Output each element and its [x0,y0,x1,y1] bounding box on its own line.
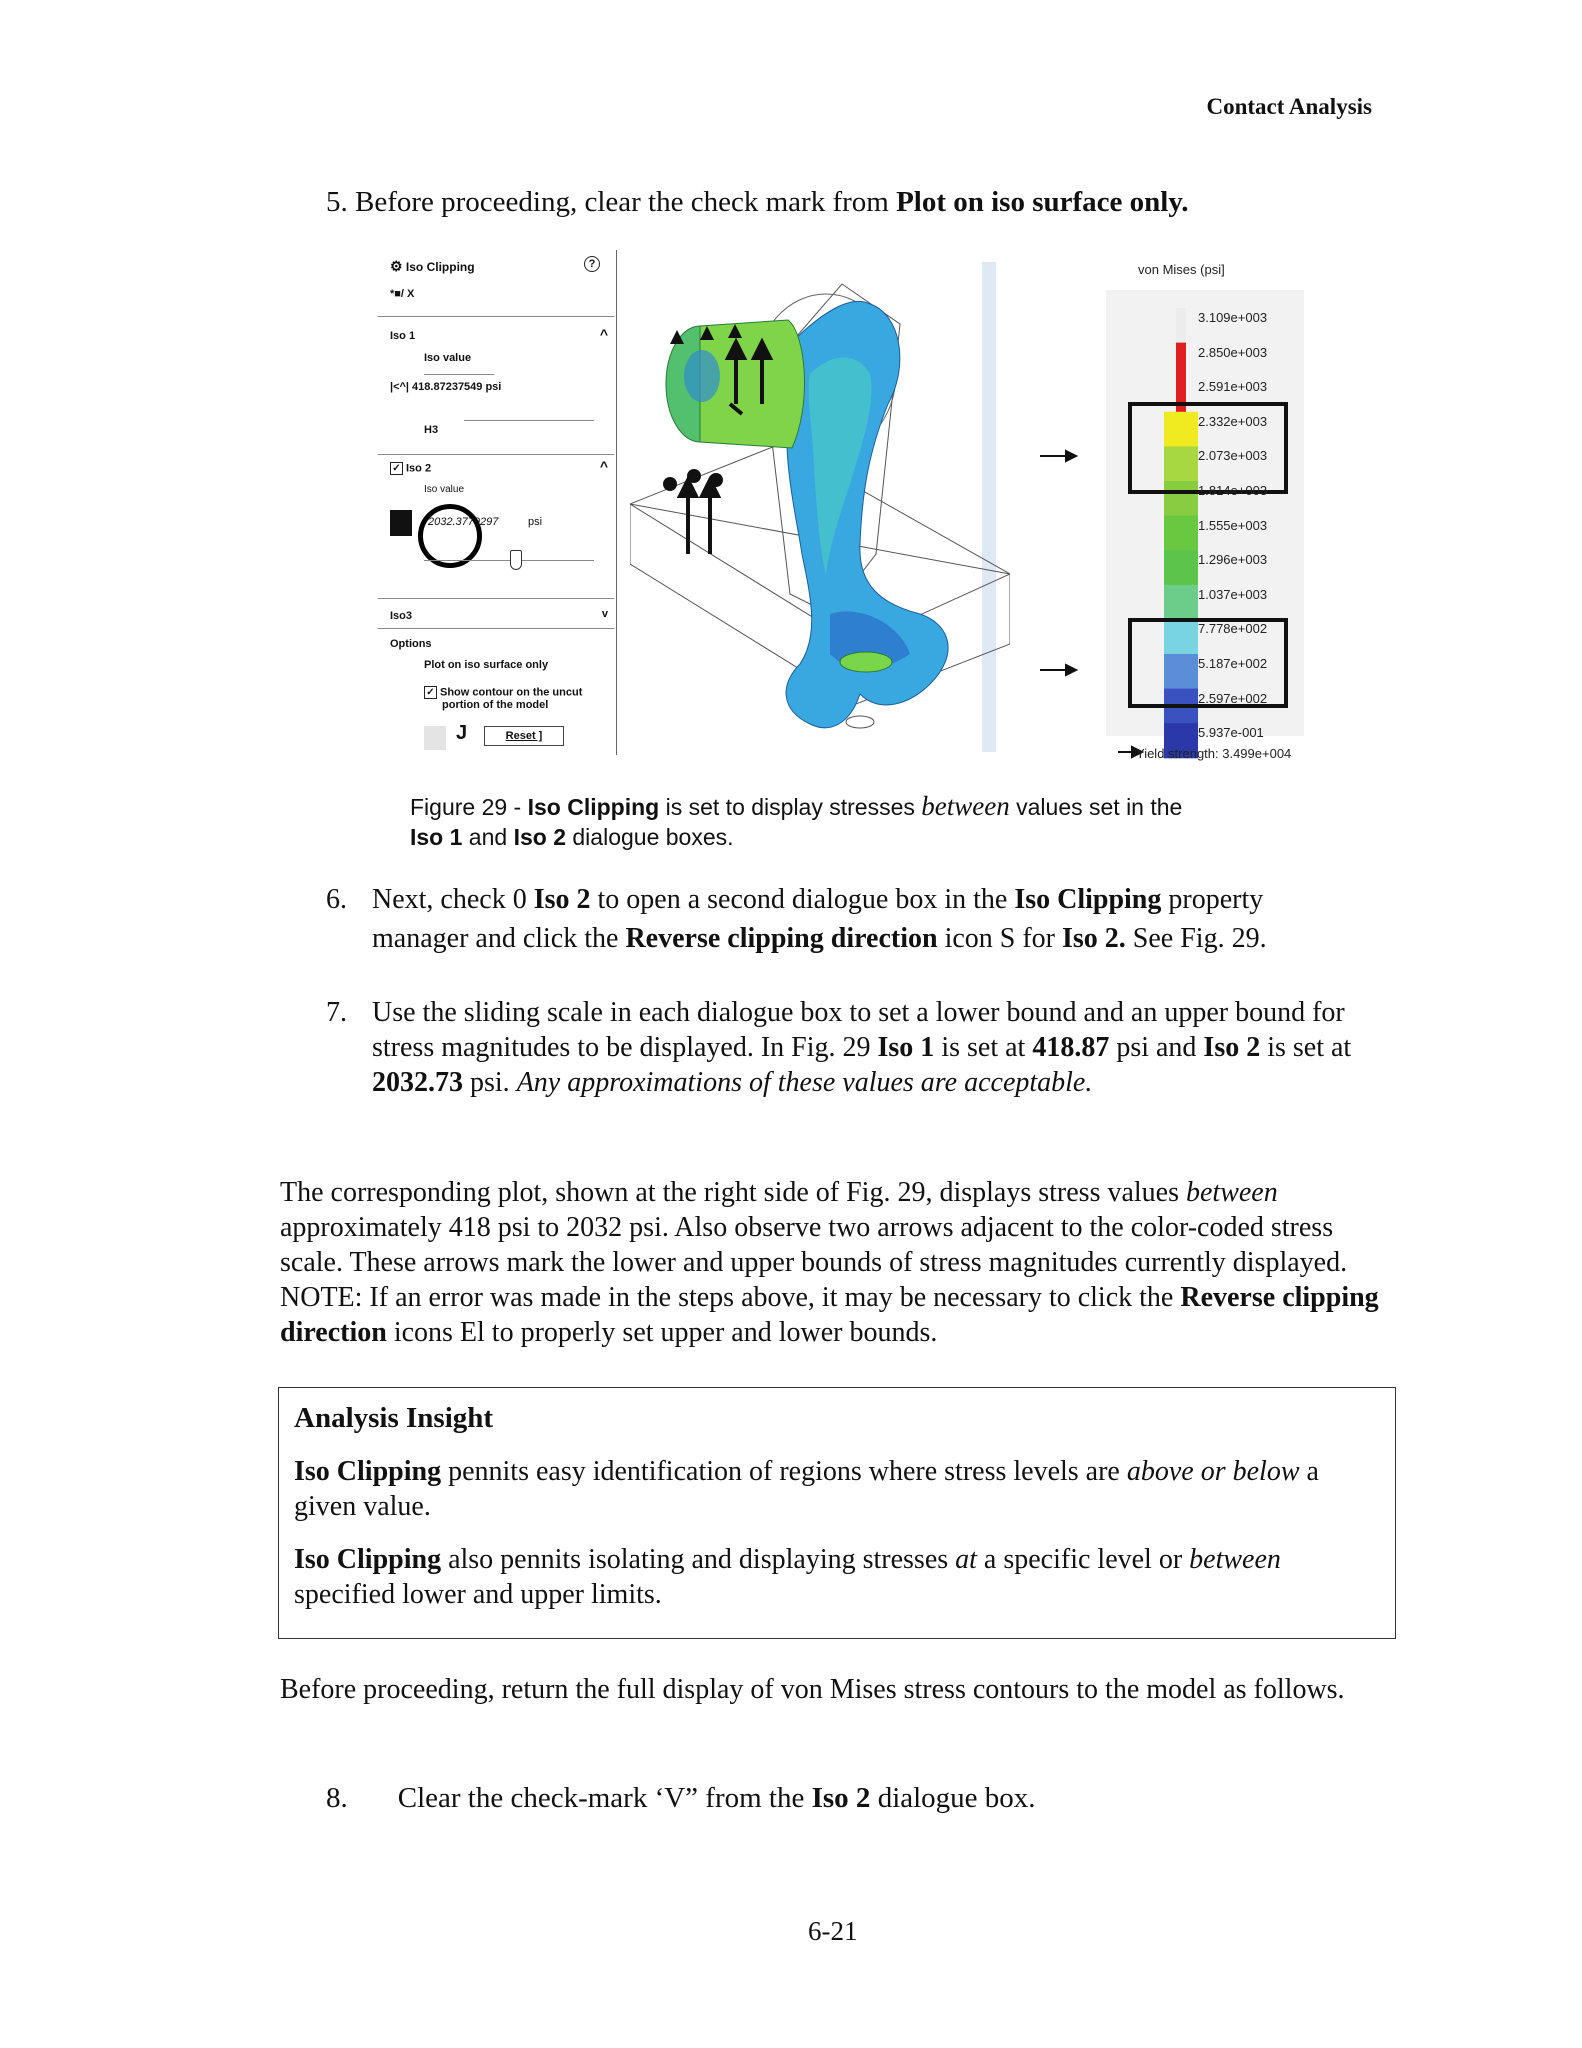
reverse-clipping-icon[interactable] [390,510,412,536]
iso1-value-field[interactable]: |<^| 418.87237549 psi [390,381,502,393]
insight-paragraph-1: Iso Clipping pennits easy identification of regions where stress levels are above or below a given value. [294,1456,1319,1522]
legend-value-label: 2.597e+002 [1198,690,1268,706]
legend-value-label: 1.296e+003 [1198,552,1268,568]
iso2-value-field[interactable]: 2032.3779297 [428,516,499,528]
panel-title: ⚙ Iso Clipping [390,258,475,274]
j-glyph: J [456,722,468,744]
legend-value-label: 3.109e+003 [1198,310,1268,325]
legend-value-label: 7.778e+002 [1198,621,1268,637]
step-7: 7. Use the sliding scale in each dialogue box to set a lower bound and an upper bound for stress magnitudes to be displayed. In Fig. 29 Iso 1 is set at 418.87 psi and Iso 2 is set at 2032.73 psi. Any approximations of these values are acceptable. [326,997,1352,1098]
body-paragraph-1: The corresponding plot, shown at the right side of Fig. 29, displays stress values between approximately 418 psi to 2032 psi. Also observe two arrows adjacent to the color-coded stress scale. These arrows mark the lower and upper bounds of stress magnitudes currently displayed. NOTE: If an error was made in the steps above, it may be necessary to click the Reverse clipping direction icons El to properly set upper and lower bounds. [280,1177,1379,1348]
legend-color-band [1176,308,1186,343]
chevron-down-icon[interactable]: v [601,608,608,620]
insight-paragraph-2: Iso Clipping also pennits isolating and displaying stresses at a specific level or between specified lower and upper limits. [294,1544,1281,1610]
figure-29 [378,248,1358,768]
legend-color-band [1164,446,1198,481]
iso2-sublabel: Iso value [424,484,465,495]
panel-toolbar[interactable]: *■/ X [390,288,415,300]
body-paragraph-2: Before proceeding, return the full display of von Mises stress contours to the model as follows. [280,1674,1345,1705]
step-6: 6. Next, check 0 Iso 2 to open a second dialogue box in the Iso Clipping property manager and click the Reverse clipping direction icon S for Iso 2. See Fig. 29. [326,884,1267,954]
iso2-header[interactable]: ✓ Iso 2 [390,462,431,475]
legend-color-band [1164,619,1198,654]
figure-caption: Figure 29 - Iso Clipping is set to display stresses between values set in the Iso 1 and Iso 2 dialogue boxes. [410,791,1183,850]
legend-value-label: 1.555e+003 [1198,517,1268,533]
reset-icon [424,726,446,750]
reset-button[interactable]: Reset ] [484,726,564,746]
panel-divider [616,250,617,755]
legend-color-band [1176,343,1186,378]
check-icon: ✓ [424,686,437,699]
iso-clipping-panel: ⚙ Iso Clipping ? *■/ X Iso 1 ^ Iso value |<^| 418.87237549 psi H3 ✓ Iso 2 ^ Iso value 2032.3779297 psi Iso3 v Options Plot on iso surface only ✓ Show contour on the uncut portion of the model J Reset ] [378,248,618,758]
show-contour-checkbox[interactable]: ✓ Show contour on the uncut portion of the model [424,686,582,711]
insight-title: Analysis Insight [294,1402,494,1434]
legend-value-label: 2.332e+003 [1198,413,1268,429]
legend-value-label: 5.937e-001 [1198,725,1264,741]
options-header[interactable]: Options [390,638,432,650]
plot-on-iso-only-checkbox[interactable]: Plot on iso surface only [424,659,549,671]
iso1-sublabel: Iso value [424,352,472,364]
running-header: Contact Analysis [1206,94,1372,119]
legend-value-label: 5.187e+002 [1198,656,1268,671]
step-8: 8. Clear the check-mark ‘V” from the Iso 2 dialogue box. [326,1782,1036,1814]
legend-value-label: 1.037e+003 [1198,586,1268,602]
legend-color-band [1164,481,1198,516]
legend-color-band [1164,585,1198,620]
legend-color-band [1164,516,1198,551]
legend-color-band [1164,654,1198,689]
legend-color-band [1176,377,1186,412]
stress-legend [1018,248,1358,768]
model-view [630,254,1010,754]
chevron-up-icon[interactable]: ^ [599,326,608,342]
analysis-insight-box [278,1387,1396,1639]
legend-title: von Mises (psi] [1138,262,1225,277]
legend-value-label: 1.814e+003 [1198,483,1268,498]
iso1-h3: H3 [424,424,439,436]
legend-value-label: 2.850e+003 [1198,344,1268,360]
step-number: 5. [326,186,348,218]
chevron-up-icon[interactable]: ^ [599,458,608,474]
highlight-circle [418,504,482,568]
iso2-checkbox[interactable]: ✓ [390,462,403,475]
legend-graphics [1018,248,1358,768]
legend-color-band [1164,412,1198,447]
iso1-header[interactable]: Iso 1 [390,330,416,342]
page-number: 6-21 [808,1916,858,1946]
legend-color-band [1164,550,1198,585]
help-icon[interactable]: ? [584,256,600,272]
iso2-slider-thumb[interactable] [510,550,522,570]
gear-icon: ⚙ [390,258,403,274]
step-5: 5. Before proceeding, clear the check mark from Plot on iso surface only. [326,186,1189,218]
legend-value-label: 2.591e+003 [1198,379,1268,395]
iso3-header[interactable]: Iso3 [390,610,413,622]
yield-strength-label: Yield strength: 3.499e+004 [1136,746,1292,761]
legend-value-label: 2.073e+003 [1198,448,1268,464]
